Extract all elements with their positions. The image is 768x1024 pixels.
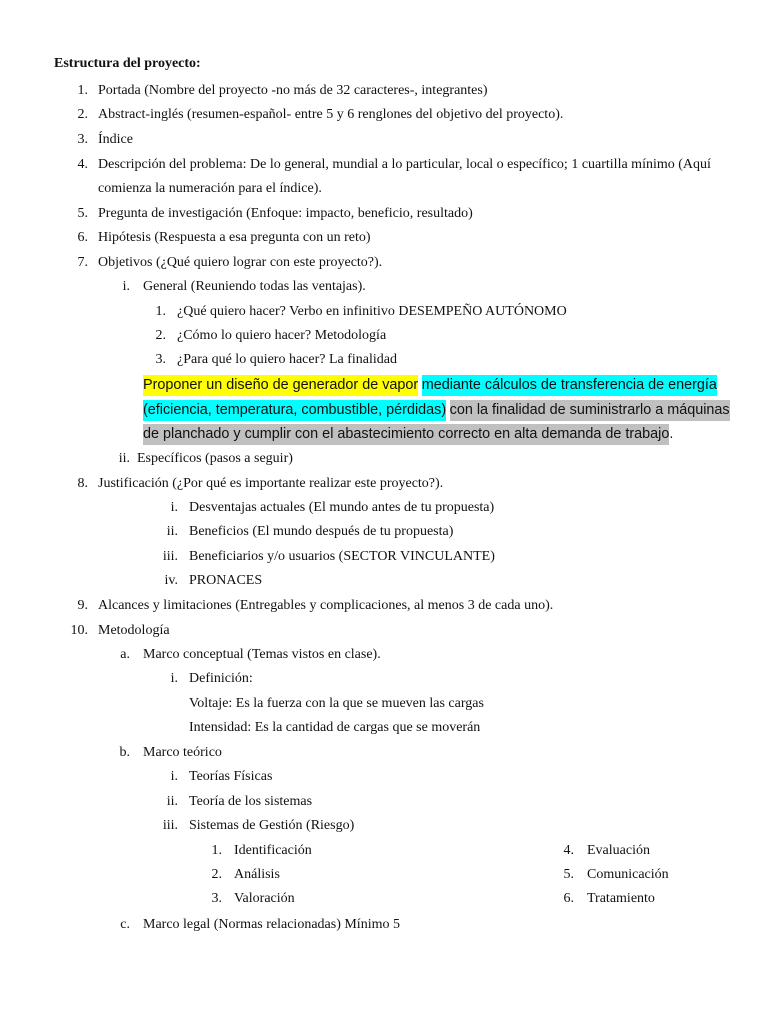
risk-step-number: 4. [563, 843, 574, 858]
item-text-continued: comienza la numeración para el índice). [98, 181, 322, 196]
subsubitem-text: ¿Qué quiero hacer? Verbo en infinitivo DESEMPEÑO AUTÓNOMO [177, 304, 567, 319]
highlighted-objective-line-3 [143, 426, 673, 443]
subitem-letter: b. [119, 745, 130, 760]
item-text: Hipótesis (Respuesta a esa pregunta con un reto) [98, 230, 371, 245]
risk-step-text: Valoración [234, 891, 295, 906]
subsubitem-text: Sistemas de Gestión (Riesgo) [189, 818, 355, 833]
item-number: 10. [70, 623, 88, 638]
subsubitem-number: iii. [162, 818, 178, 833]
subitem-number: i. [170, 500, 178, 515]
subitem-letter: a. [120, 647, 130, 662]
item-number: 6. [77, 230, 88, 245]
risk-step-number: 6. [563, 891, 574, 906]
risk-step-text: Tratamiento [587, 891, 655, 906]
item-text: Alcances y limitaciones (Entregables y complicaciones, al menos 3 de cada uno). [98, 598, 554, 613]
subitem-number: i. [122, 279, 130, 294]
subitem-text: Beneficios (El mundo después de tu propuesta) [189, 524, 454, 539]
subitem-text: PRONACES [189, 573, 263, 588]
page-title: Estructura del proyecto: [54, 56, 201, 71]
item-text: Abstract-inglés (resumen-español- entre 5 y 6 renglones del objetivo del proyecto). [98, 107, 564, 122]
subsubitem-number: ii. [166, 794, 178, 809]
item-number: 3. [77, 132, 88, 147]
subitem-number: iv. [164, 573, 178, 588]
subitem-number: ii. [118, 451, 130, 466]
subitem-number: iii. [162, 549, 178, 564]
definition-intensidad: Intensidad: Es la cantidad de cargas que se moverán [189, 720, 481, 735]
highlight-cyan: mediante cálculos de transferencia de energía [422, 375, 717, 396]
item-number: 7. [77, 255, 88, 270]
highlight-gray: de planchado y cumplir con el abastecimiento correcto en alta demanda de trabajo [143, 424, 669, 445]
subitem-text: Marco legal (Normas relacionadas) Mínimo 5 [143, 917, 400, 932]
subsubitem-number: 3. [155, 352, 166, 367]
subsubitem-text: ¿Para qué lo quiero hacer? La finalidad [177, 352, 398, 367]
subitem-text: Marco conceptual (Temas vistos en clase). [143, 647, 381, 662]
subsubitem-text: Teoría de los sistemas [189, 794, 313, 809]
subsubitem-number: i. [170, 671, 178, 686]
item-text: Justificación (¿Por qué es importante realizar este proyecto?). [98, 476, 444, 491]
subitem-text: Desventajas actuales (El mundo antes de tu propuesta) [189, 500, 495, 515]
subitem-number: ii. [166, 524, 178, 539]
item-number: 8. [77, 476, 88, 491]
item-text: Índice [98, 132, 133, 147]
item-number: 5. [77, 206, 88, 221]
item-text: Pregunta de investigación (Enfoque: impacto, beneficio, resultado) [98, 206, 473, 221]
subitem-text: Beneficiarios y/o usuarios (SECTOR VINCULANTE) [189, 549, 495, 564]
subitem-letter: c. [120, 917, 130, 932]
highlight-cyan: (eficiencia, temperatura, combustible, pérdidas) [143, 400, 446, 421]
item-number: 1. [77, 83, 88, 98]
risk-step-text: Comunicación [587, 867, 669, 882]
highlighted-objective-line-2 [143, 402, 730, 419]
risk-step-number: 5. [563, 867, 574, 882]
item-text: Objetivos (¿Qué quiero lograr con este proyecto?). [98, 255, 383, 270]
subitem-text: General (Reuniendo todas las ventajas). [143, 279, 366, 294]
subsubitem-text: Teorías Físicas [189, 769, 273, 784]
definition-voltaje: Voltaje: Es la fuerza con la que se mueven las cargas [189, 696, 484, 711]
risk-step-text: Análisis [234, 867, 280, 882]
risk-step-number: 1. [211, 843, 222, 858]
highlight-gray: con la finalidad de suministrarlo a máquinas [450, 400, 730, 421]
item-number: 4. [77, 157, 88, 172]
item-number: 2. [77, 107, 88, 122]
subsubitem-text: Definición: [189, 671, 253, 686]
subsubitem-text: ¿Cómo lo quiero hacer? Metodología [177, 328, 387, 343]
risk-step-text: Identificación [234, 843, 312, 858]
item-number: 9. [77, 598, 88, 613]
subsubitem-number: 2. [155, 328, 166, 343]
item-text: Portada (Nombre del proyecto -no más de 32 caracteres-, integrantes) [98, 83, 488, 98]
highlighted-objective-line-1 [143, 377, 717, 394]
subitem-text: Marco teórico [143, 745, 222, 760]
risk-step-number: 3. [211, 891, 222, 906]
risk-step-text: Evaluación [587, 843, 650, 858]
subitem-text: Específicos (pasos a seguir) [137, 451, 293, 466]
highlight-yellow: Proponer un diseño de generador de vapor [143, 375, 418, 396]
highlight-period: . [669, 426, 674, 442]
risk-step-number: 2. [211, 867, 222, 882]
item-text: Metodología [98, 623, 170, 638]
item-text: Descripción del problema: De lo general, mundial a lo particular, local o específico; 1 cuartilla mínimo (Aquí [98, 157, 711, 172]
subsubitem-number: 1. [155, 304, 166, 319]
subsubitem-number: i. [170, 769, 178, 784]
